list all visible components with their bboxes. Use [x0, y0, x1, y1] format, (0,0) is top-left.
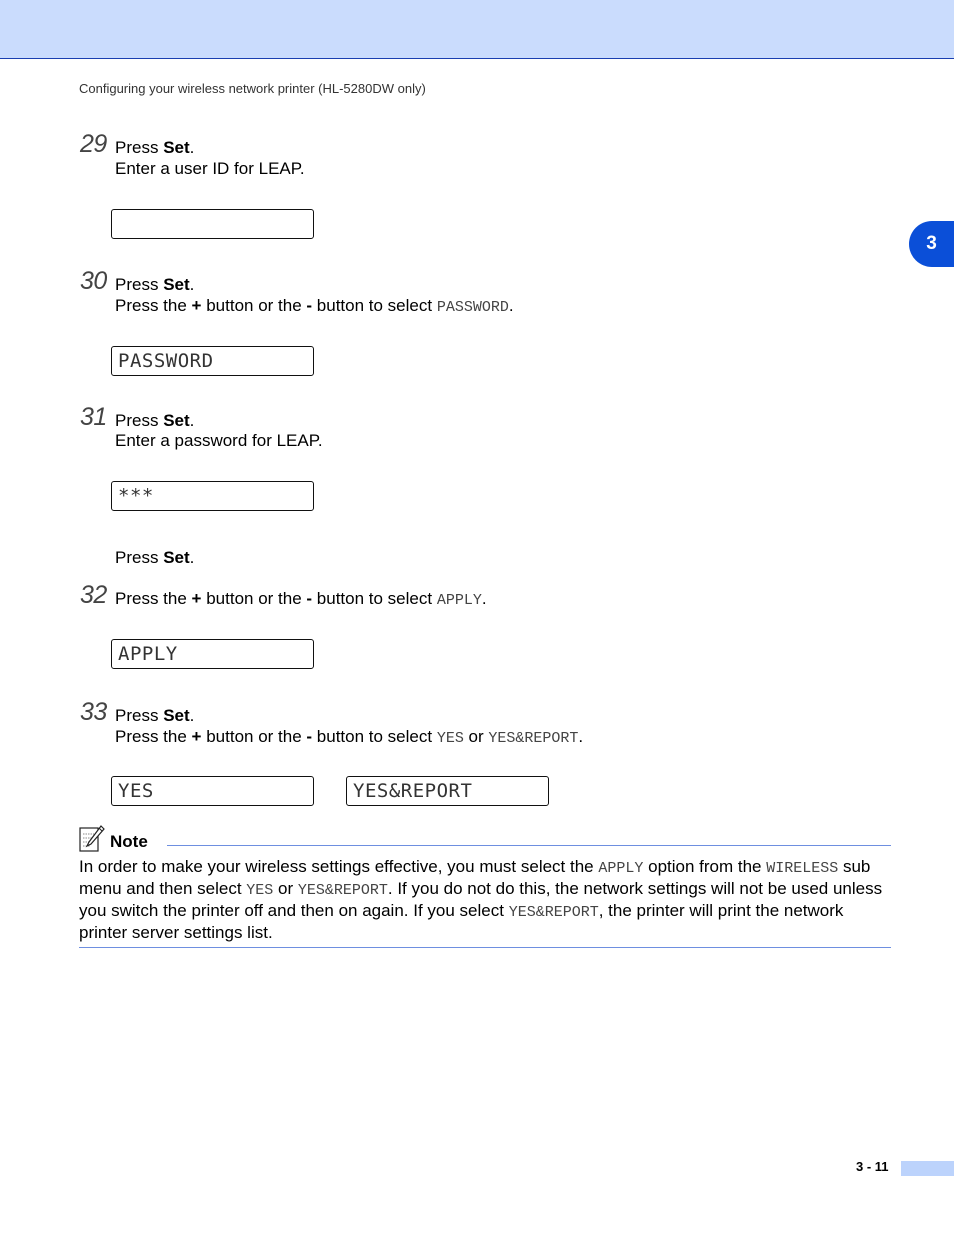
lcd-display: *** [111, 481, 314, 511]
step-text: Press the + button or the - button to select YES or YES&REPORT. [115, 727, 584, 747]
footer-bar [901, 1161, 954, 1176]
step-text: Enter a user ID for LEAP. [115, 159, 305, 178]
step-number: 33 [80, 698, 107, 726]
header-band [0, 0, 954, 59]
step-text: Press Set. [115, 706, 195, 725]
lcd-display: PASSWORD [111, 346, 314, 376]
step-number: 32 [80, 581, 107, 609]
step-number: 31 [80, 403, 107, 431]
step-text: Enter a password for LEAP. [115, 431, 323, 450]
step-text: Press Set. [115, 138, 195, 157]
running-head: Configuring your wireless network printer (HL-5280DW only) [79, 81, 426, 96]
step-text: Press the + button or the - button to select APPLY. [115, 589, 487, 609]
note-bottom-divider [79, 947, 891, 948]
note-divider [167, 845, 891, 846]
page-number: 3 - 11 [856, 1159, 889, 1174]
step-text: Press Set. [115, 548, 195, 567]
lcd-display: YES&REPORT [346, 776, 549, 806]
step-text: Press the + button or the - button to select PASSWORD. [115, 296, 514, 316]
step-text: Press Set. [115, 411, 195, 430]
step-text: Press Set. [115, 275, 195, 294]
lcd-display: APPLY [111, 639, 314, 669]
step-number: 30 [80, 267, 107, 295]
step-number: 29 [80, 130, 107, 158]
chapter-tab: 3 [909, 221, 954, 267]
lcd-display: YES [111, 776, 314, 806]
note-label: Note [110, 832, 148, 851]
lcd-display [111, 209, 314, 239]
note-body: In order to make your wireless settings effective, you must select the APPLY option from the WIRELESS sub menu and then select YES or YES&REPORT. If you do not do this, the network settings will not be used unless you switch the printer off and then on again. If you select YES&REPORT, the printer will print the network printer server settings list. [79, 857, 883, 942]
note-pencil-icon [79, 825, 105, 853]
